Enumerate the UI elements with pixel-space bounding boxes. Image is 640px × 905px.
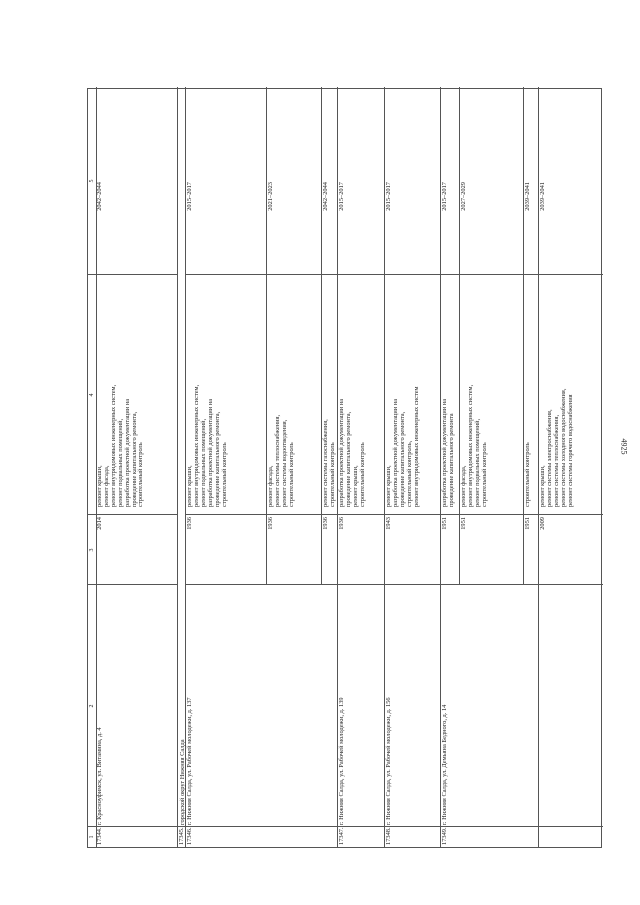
work-item: строительный контроль, xyxy=(405,440,413,507)
work-item: строительный контроль xyxy=(220,442,228,507)
row-year: 1951 xyxy=(460,517,467,530)
work-item: ремонт крыши, xyxy=(385,465,392,507)
work-item: ремонт внутридомовых инженерных систем, xyxy=(109,384,117,507)
row-works xyxy=(323,419,337,507)
table-row xyxy=(441,87,539,847)
work-item: ремонт системы горячего водоснабжения xyxy=(566,394,574,507)
work-item: ремонт подвальных помещений, xyxy=(199,418,207,507)
row-works xyxy=(461,385,489,507)
work-item: проведение капитального ремонта, xyxy=(213,411,221,507)
work-item: разработка проектной документации на xyxy=(123,398,131,507)
column-divider xyxy=(88,274,178,275)
row-period: 2039–2041 xyxy=(524,182,531,211)
row-year: 2014 xyxy=(96,517,103,530)
work-item: ремонт системы электроснабжения, xyxy=(545,409,553,507)
work-item: ремонт системы холодного водоснабжения, xyxy=(559,388,567,507)
row-year: 1951 xyxy=(441,517,448,530)
work-item: ремонт фасада, xyxy=(460,465,467,507)
table-row xyxy=(338,87,385,847)
table-row xyxy=(385,87,441,847)
rotated-table-wrapper xyxy=(87,88,602,848)
header-col-2: 2 xyxy=(89,704,95,708)
row-number: 17346. xyxy=(186,827,193,845)
work-item: ремонт внутридомовых инженерных систем, xyxy=(466,384,474,507)
row-period: 2021–2023 xyxy=(267,182,274,211)
work-item: строительный контроль xyxy=(480,442,488,507)
row-works xyxy=(442,399,456,507)
row-year: 2009 xyxy=(539,517,546,530)
row-period: 2042–2044 xyxy=(322,182,329,211)
work-item: проведение капитального ремонта xyxy=(447,413,455,507)
work-item: ремонт фасада, xyxy=(102,465,110,507)
table-row xyxy=(186,87,338,847)
row-works xyxy=(268,415,296,507)
work-item: строительный контроль xyxy=(287,442,295,507)
row-period: 2042–2044 xyxy=(96,182,103,211)
sub-divider xyxy=(523,87,524,585)
table-row xyxy=(96,87,178,847)
work-item: строительный контроль xyxy=(137,442,145,507)
row-works xyxy=(525,442,532,507)
row-period: 2015–2017 xyxy=(385,182,392,211)
row-address: г. Нижняя Салда, ул. Демьяна Бедного, д. 14 xyxy=(441,704,448,825)
work-item: ремонт фасада, xyxy=(267,465,274,507)
row-works xyxy=(339,399,367,507)
work-item: ремонт системы газоснабжения, xyxy=(322,419,329,507)
work-item: ремонт внутридомовых инженерных систем, xyxy=(192,384,200,507)
work-item: ремонт подвальных помещений, xyxy=(473,418,481,507)
work-item: ремонт крыши, xyxy=(351,465,359,507)
column-divider xyxy=(88,514,178,515)
header-col-1: 1 xyxy=(89,835,95,839)
work-item: разработка проектной документации на xyxy=(391,398,399,507)
row-period: 2015–2017 xyxy=(338,182,345,211)
row-year: 1943 xyxy=(385,517,392,530)
row-period: 2039–2041 xyxy=(539,182,546,211)
column-divider xyxy=(186,274,603,275)
repair-schedule-table xyxy=(87,88,602,848)
row-address: г. Красноуфимск, ул. Витамина, д. 4 xyxy=(96,727,103,825)
work-item: проведение капитального ремонта, xyxy=(130,411,138,507)
work-item: ремонт системы теплоснабжения, xyxy=(273,414,281,507)
row-works xyxy=(97,385,145,507)
page-number: 4925 xyxy=(619,438,629,455)
row-number: 17349. xyxy=(441,827,448,845)
column-divider xyxy=(88,584,178,585)
work-item: проведение капитального ремонта, xyxy=(344,411,352,507)
row-year: 1936 xyxy=(267,517,274,530)
row-year: 1936 xyxy=(338,517,345,530)
row-works xyxy=(386,386,421,507)
row-works xyxy=(540,389,575,507)
row-number: 17345. xyxy=(178,827,185,845)
header-col-3: 3 xyxy=(89,548,95,552)
row-works xyxy=(187,385,228,507)
row-number: 17347. xyxy=(338,827,345,845)
column-divider xyxy=(186,584,603,585)
header-col-5: 5 xyxy=(89,179,95,183)
work-item: ремонт крыши, xyxy=(539,465,546,507)
work-item: строительный контроль xyxy=(328,442,336,507)
work-item: ремонт крыши, xyxy=(186,465,193,507)
work-item: разработка проектной документации на xyxy=(441,398,448,507)
row-period: 2027–2029 xyxy=(460,182,467,211)
row-number: 17344. xyxy=(96,827,103,845)
work-item: ремонт внутридомовых инженерных систем xyxy=(412,386,420,507)
row-year: 1951 xyxy=(524,517,531,530)
row-address: г. Нижняя Салда, ул. Рабочей молодежи, д. 139 xyxy=(338,697,345,825)
work-item: строительный контроль xyxy=(524,442,531,507)
work-item: ремонт крыши, xyxy=(96,465,103,507)
table-row xyxy=(539,87,603,847)
work-item: ремонт системы водоотведения, xyxy=(280,419,288,507)
sub-divider xyxy=(459,87,460,585)
row-year: 1936 xyxy=(186,517,193,530)
table-row-section xyxy=(178,87,186,847)
row-number: 17348. xyxy=(385,827,392,845)
column-divider xyxy=(186,514,603,515)
work-item: строительный контроль xyxy=(358,442,366,507)
row-year: 1936 xyxy=(322,517,329,530)
section-title: городской округ Нижняя Салда xyxy=(179,739,186,825)
row-period: 2015–2017 xyxy=(441,182,448,211)
header-col-4: 4 xyxy=(89,393,95,397)
work-item: ремонт подвальных помещений, xyxy=(116,418,124,507)
sub-divider xyxy=(321,87,322,585)
column-divider xyxy=(88,826,603,827)
row-address: г. Нижняя Салда, ул. Рабочей молодежи, д. 137 xyxy=(186,697,193,825)
work-item: разработка проектной документации на xyxy=(338,398,345,507)
work-item: разработка проектной документации на xyxy=(206,398,214,507)
row-period: 2015–2017 xyxy=(186,182,193,211)
sub-divider xyxy=(266,87,267,585)
work-item: проведение капитального ремонта, xyxy=(398,411,406,507)
row-address: г. Нижняя Салда, ул. Рабочей молодежи, д. 156 xyxy=(385,697,392,825)
work-item: ремонт системы теплоснабжения, xyxy=(552,414,560,507)
